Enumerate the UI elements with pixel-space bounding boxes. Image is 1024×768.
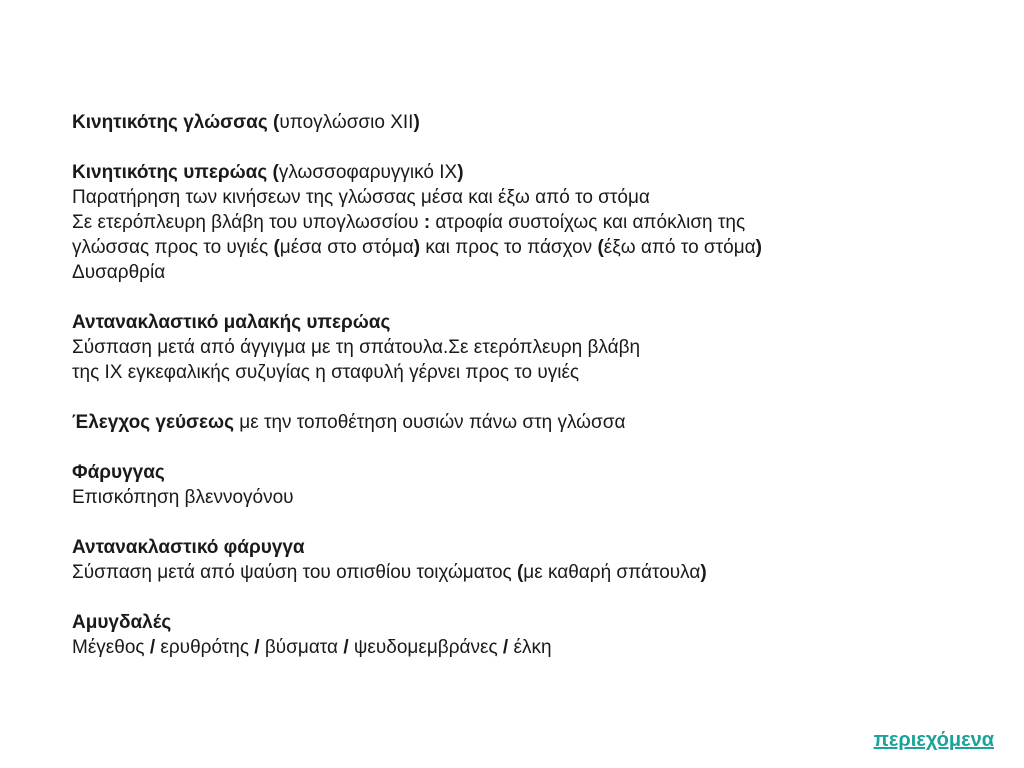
palate-nerve: γλωσσοφαρυγγικό IX [278, 162, 458, 183]
tonsils-item: ψευδομεμβράνες [353, 637, 498, 658]
palate-line-3: γλώσσας προς το υγιές (μέσα στο στόμα) και προς το πάσχον (έξω από το στόμα) [72, 237, 762, 258]
palate-heading: Κινητικότης υπερώας (γλωσσοφαρυγγικό IX) [72, 162, 464, 183]
pharynx-reflex-title: Αντανακλαστικό φάρυγγα [72, 537, 305, 558]
soft-palate-reflex-line-2: της IX εγκεφαλικής συζυγίας η σταφυλή γέρνει προς το υγιές [72, 362, 580, 383]
taste-text: με την τοποθέτηση ουσιών πάνω στη γλώσσα [239, 412, 626, 433]
palate-line-2-b: ατροφία συστοίχως και απόκλιση της [435, 212, 746, 233]
palate-line-2: Σε ετερόπλευρη βλάβη του υπογλωσσίου : ατροφία συστοίχως και απόκλιση της [72, 212, 746, 233]
tonsils-item: βύσματα [264, 637, 339, 658]
palate-line-3-a: γλώσσας προς το υγιές [72, 237, 269, 258]
pharynx-reflex-line-1: Σύσπαση μετά από ψαύση του οπισθίου τοιχώματος (με καθαρή σπάτουλα) [72, 562, 707, 583]
pharynx-reflex-line-1-b: με καθαρή σπάτουλα [523, 562, 701, 583]
taste-title: Έλεγχος γεύσεως [72, 412, 234, 433]
palate-line-3-c: και προς το πάσχον [425, 237, 593, 258]
palate-line-3-d: έξω από το στόμα [603, 237, 756, 258]
tongue-title: Κινητικότης γλώσσας [72, 112, 268, 133]
palate-line-1: Παρατήρηση των κινήσεων της γλώσσας μέσα και έξω από το στόμα [72, 187, 650, 208]
tonsils-title: Αμυγδαλές [72, 612, 172, 633]
tonsils-item: Μέγεθος [72, 637, 145, 658]
pharynx-heading [72, 460, 972, 485]
pharynx-reflex-heading [72, 535, 972, 560]
pharynx-line-1: Επισκόπηση βλεννογόνου [72, 487, 294, 508]
tonsils-item: ερυθρότης [160, 637, 249, 658]
pharynx-reflex-line-1-a: Σύσπαση μετά από ψαύση του οπισθίου τοιχώματος [72, 562, 512, 583]
tonsils-items: Μέγεθος / ερυθρότης / βύσματα / ψευδομεμβράνες / έλκη [72, 637, 552, 658]
soft-palate-reflex-line-1: Σύσπαση μετά από άγγιγμα με τη σπάτουλα.Σε ετερόπλευρη βλάβη [72, 337, 641, 358]
pharynx-title: Φάρυγγας [72, 462, 165, 483]
palate-line-4: Δυσαρθρία [72, 262, 166, 283]
palate-title: Κινητικότης υπερώας [72, 162, 268, 183]
tonsils-item: έλκη [513, 637, 552, 658]
soft-palate-reflex-heading [72, 310, 972, 335]
slide-content [72, 110, 972, 660]
tongue-nerve: υπογλώσσιο XII [279, 112, 414, 133]
contents-link[interactable]: περιεχόμενα [873, 729, 994, 751]
soft-palate-reflex-title: Αντανακλαστικό μαλακής υπερώας [72, 312, 391, 333]
tonsils-heading [72, 610, 972, 635]
taste-line [72, 410, 972, 435]
tongue-heading: Κινητικότης γλώσσας (υπογλώσσιο XII) [72, 112, 420, 133]
palate-line-2-a: Σε ετερόπλευρη βλάβη του υπογλωσσίου [72, 212, 419, 233]
palate-line-3-b: μέσα στο στόμα [279, 237, 414, 258]
